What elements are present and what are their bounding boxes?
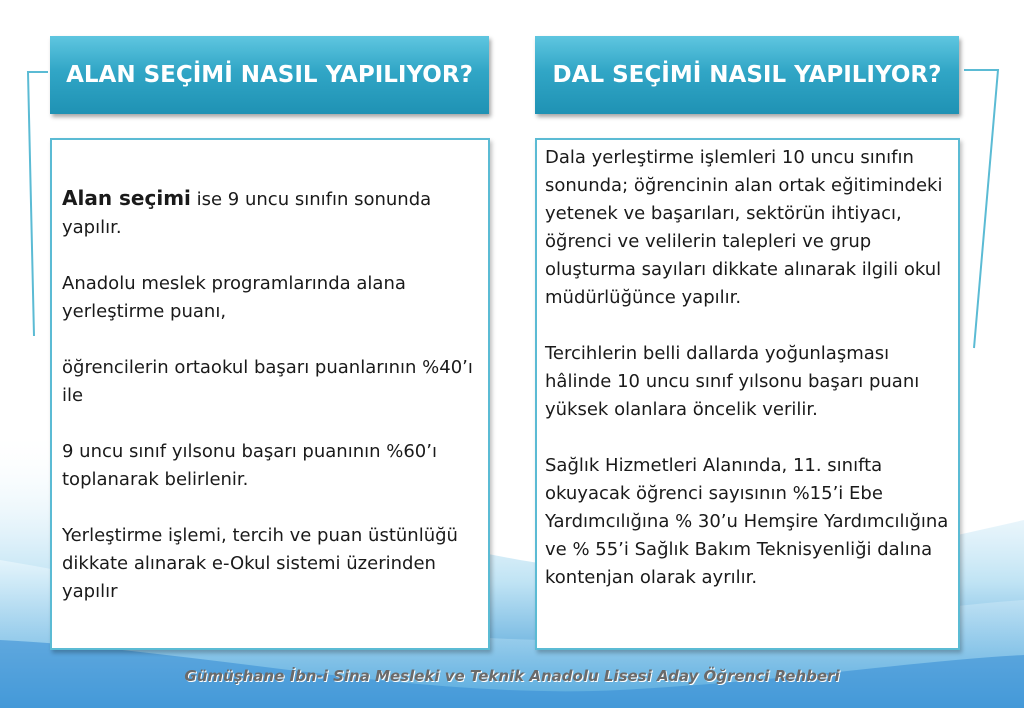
alan-paragraph-3: 9 uncu sınıf yılsonu başarı puanının %60’ı toplanarak belirlenir. (62, 441, 437, 490)
right-bracket-decoration (960, 0, 1024, 360)
alan-secimi-intro-text: ise 9 uncu sınıfın sonunda yapılır. (62, 189, 432, 238)
alan-secimi-bold-lead: Alan seçimi (62, 186, 191, 210)
alan-paragraph-1: Anadolu meslek programlarında alana yerleştirme puanı, (62, 273, 406, 322)
footer-school-guide: Gümüşhane İbn-i Sina Mesleki ve Teknik Anadolu Lisesi Aday Öğrenci Rehberi (184, 667, 840, 685)
dal-paragraph-3: Sağlık Hizmetleri Alanında, 11. sınıfta okuyacak öğrenci sayısının %15’i Ebe Yardımcılığına % 30’u Hemşire Yardımcılığına ve % 55’i Sağlık Bakım Teknisyenliği dalına kontenjan olarak ayrılır. (545, 455, 949, 588)
alan-paragraph-4: Yerleştirme işlemi, tercih ve puan üstünlüğü dikkate alınarak e-Okul sistemi üzerinden yapılır (62, 525, 458, 602)
alan-paragraph-2: öğrencilerin ortaokul başarı puanlarının %40’ı ile (62, 357, 473, 406)
alan-secimi-intro (62, 184, 480, 242)
dal-paragraph-1: Dala yerleştirme işlemleri 10 uncu sınıfın sonunda; öğrencinin alan ortak eğitimindeki yetenek ve başarıları, sektörün ihtiyacı, öğrenci ve velilerin talepleri ve grup oluşturma sayıları dikkate alınarak ilgili okul müdürlüğünce yapılır. (545, 147, 943, 308)
dal-secimi-content-box (535, 138, 960, 650)
alan-secimi-content-box (50, 138, 490, 650)
dal-secimi-header: DAL SEÇİMİ NASIL YAPILIYOR? (535, 36, 959, 114)
dal-paragraph-2: Tercihlerin belli dallarda yoğunlaşması hâlinde 10 uncu sınıf yılsonu başarı puanı yüksek olanlara öncelik verilir. (545, 343, 920, 420)
alan-secimi-header: ALAN SEÇİMİ NASIL YAPILIYOR? (50, 36, 489, 114)
